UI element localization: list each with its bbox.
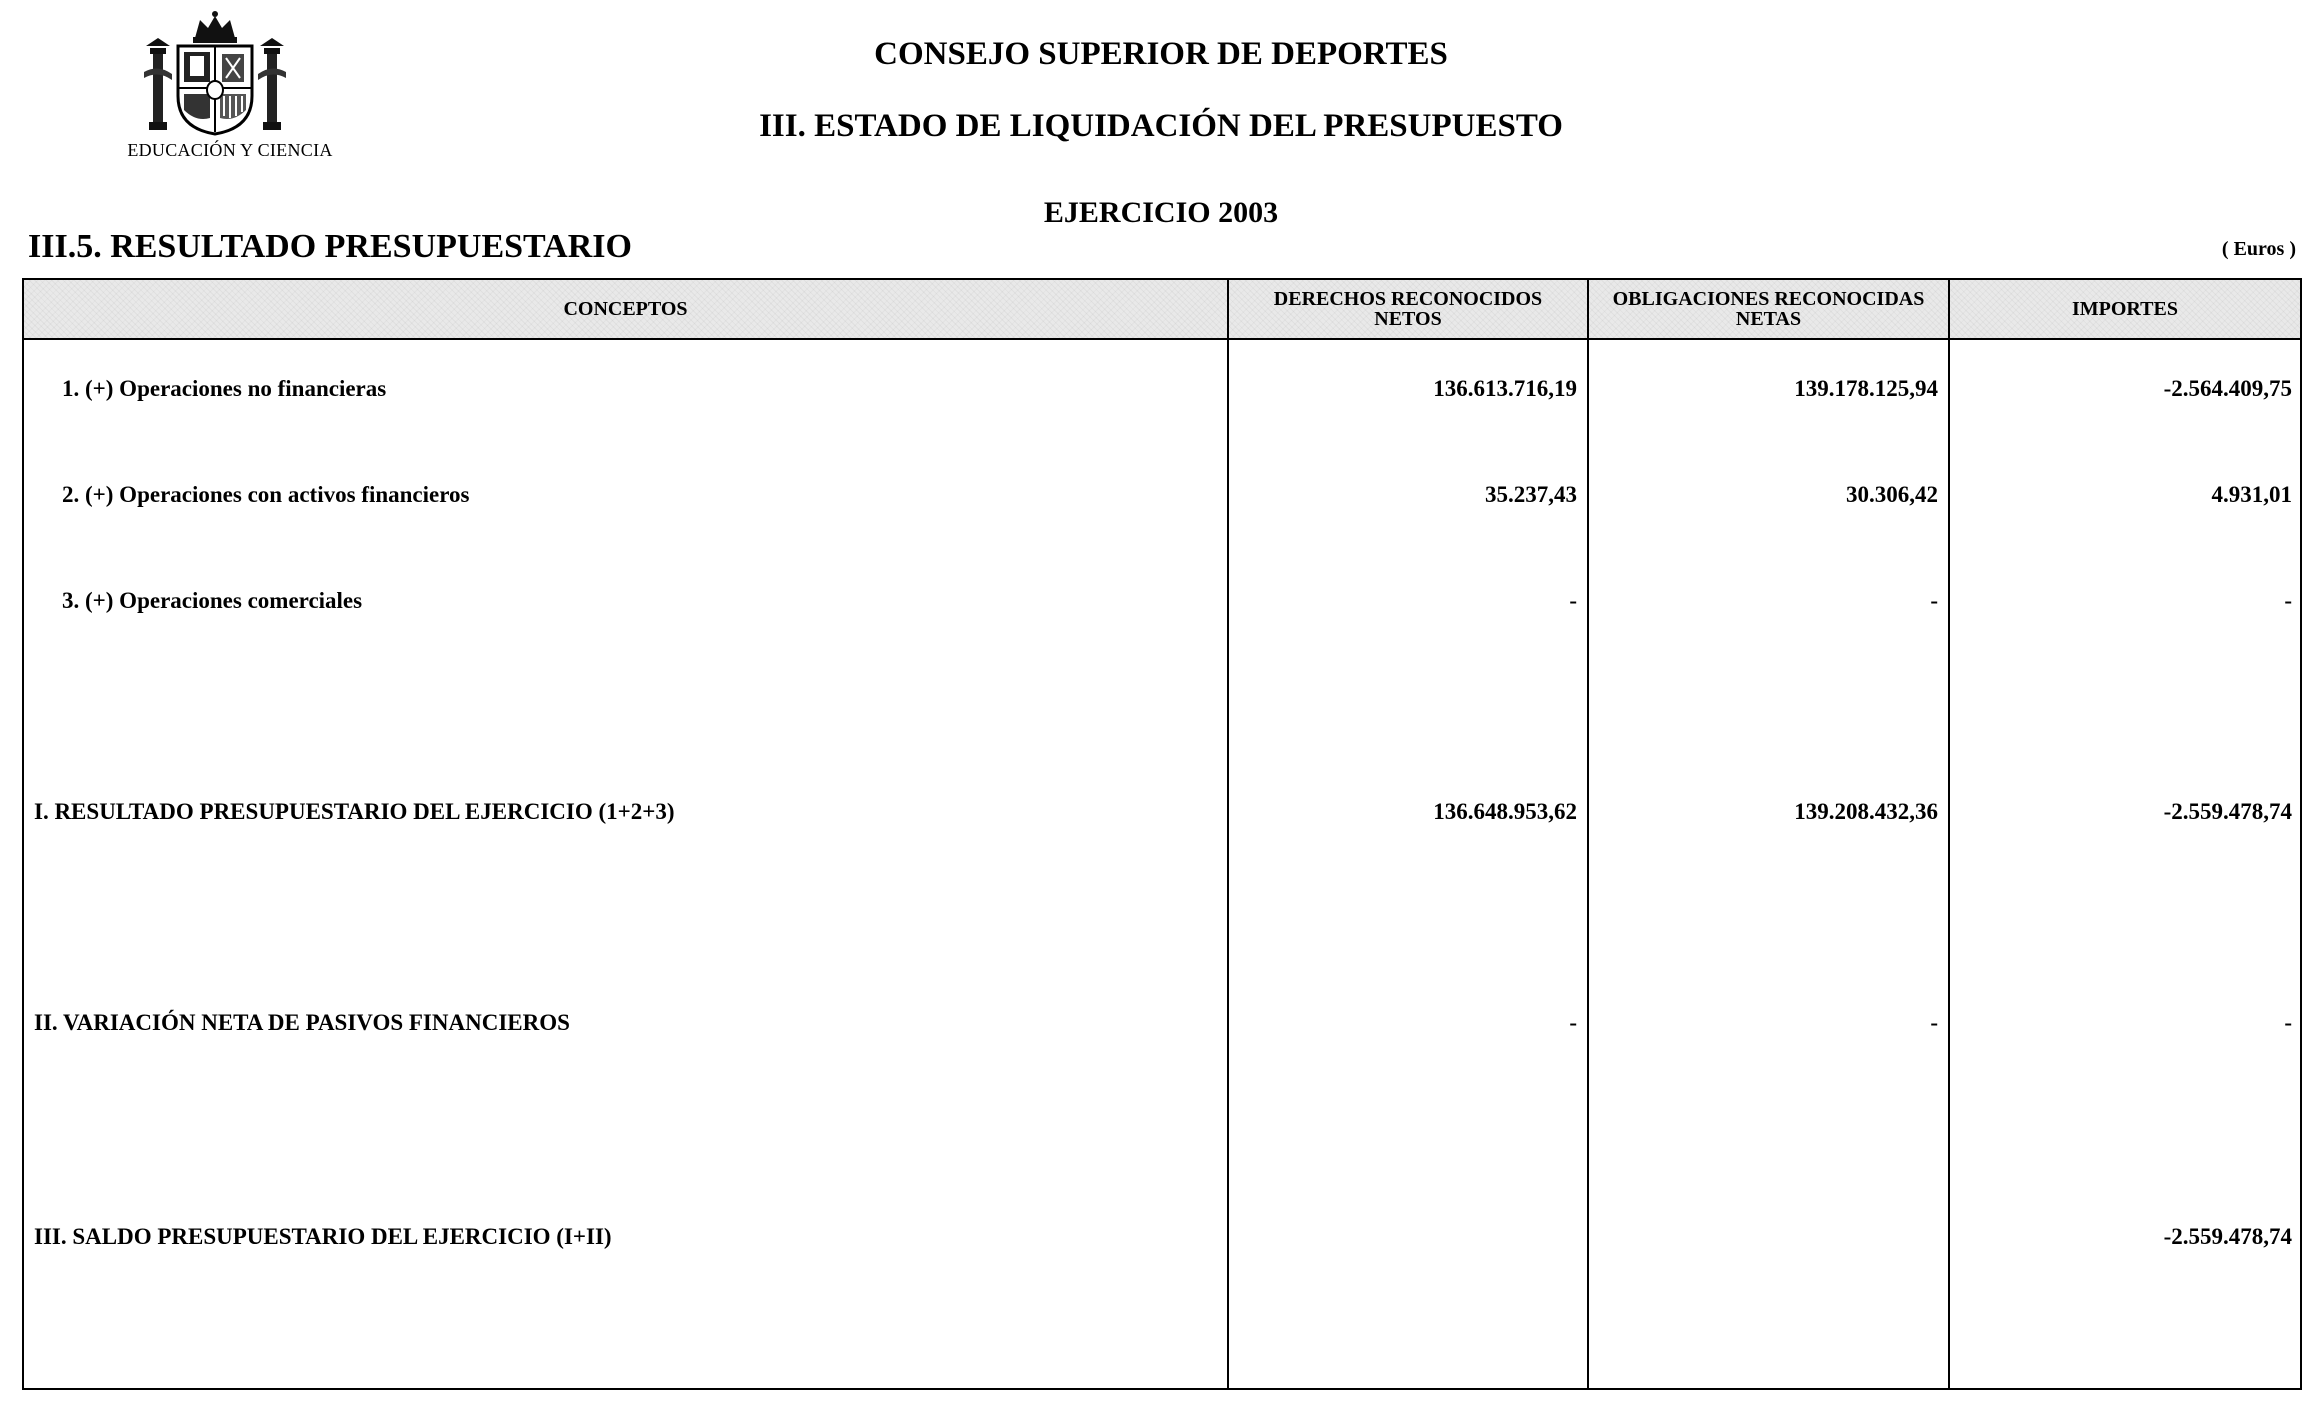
row-I-amount: -2.559.478,74	[2163, 799, 2292, 824]
row-II-obligations: -	[1930, 1010, 1938, 1035]
row-I-rights: 136.648.953,62	[1433, 799, 1577, 824]
budget-result-table	[22, 278, 2302, 1390]
row-II-amount: -	[2284, 1010, 2292, 1035]
header-concepts	[24, 280, 1227, 338]
header-rights-line2: NETOS	[1374, 308, 1442, 330]
header-amounts	[1950, 280, 2300, 338]
fiscal-year: EJERCICIO 2003	[1043, 196, 1279, 229]
column-divider	[1587, 280, 1589, 1388]
row-3-obligations: -	[1930, 588, 1938, 613]
row-3-rights: -	[1569, 588, 1577, 613]
row-2-rights: 35.237,43	[1485, 482, 1577, 507]
row-III-concept: III. SALDO PRESUPUESTARIO DEL EJERCICIO (I+II)	[34, 1224, 612, 1249]
row-1-concept: 1. (+) Operaciones no financieras	[62, 376, 387, 401]
header-rights-line1: DERECHOS RECONOCIDOS	[1273, 288, 1543, 310]
row-2-amount: 4.931,01	[2211, 482, 2292, 507]
column-divider	[1948, 280, 1950, 1388]
ministry-name: EDUCACIÓN Y CIENCIA	[127, 140, 333, 160]
header-rights	[1229, 280, 1587, 338]
row-1-obligations: 139.178.125,94	[1794, 376, 1938, 401]
row-3-concept: 3. (+) Operaciones comerciales	[62, 588, 363, 613]
row-II-rights: -	[1569, 1010, 1577, 1035]
units-label: ( Euros )	[2221, 238, 2296, 260]
row-II-concept: II. VARIACIÓN NETA DE PASIVOS FINANCIEROS	[34, 1010, 570, 1035]
header-obligations	[1589, 280, 1948, 338]
row-III-amount: -2.559.478,74	[2163, 1224, 2292, 1249]
row-1-rights: 136.613.716,19	[1433, 376, 1577, 401]
row-1-amount: -2.564.409,75	[2163, 376, 2292, 401]
row-I-obligations: 139.208.432,36	[1794, 799, 1938, 824]
section-title: III.5. RESULTADO PRESUPUESTARIO	[28, 228, 632, 265]
row-3-amount: -	[2284, 588, 2292, 613]
row-2-obligations: 30.306,42	[1846, 482, 1938, 507]
header-amounts-label: IMPORTES	[2072, 298, 2178, 320]
row-I-concept: I. RESULTADO PRESUPUESTARIO DEL EJERCICIO (1+2+3)	[34, 799, 675, 824]
row-2-concept: 2. (+) Operaciones con activos financieros	[62, 482, 470, 507]
column-divider	[1227, 280, 1229, 1388]
header-obligations-line2: NETAS	[1735, 308, 1802, 330]
header-obligations-line1: OBLIGACIONES RECONOCIDAS	[1612, 288, 1925, 310]
organization-title: CONSEJO SUPERIOR DE DEPORTES	[874, 36, 1448, 72]
header-concepts-label: CONCEPTOS	[563, 298, 688, 320]
document-title: III. ESTADO DE LIQUIDACIÓN DEL PRESUPUESTO	[759, 108, 1563, 144]
